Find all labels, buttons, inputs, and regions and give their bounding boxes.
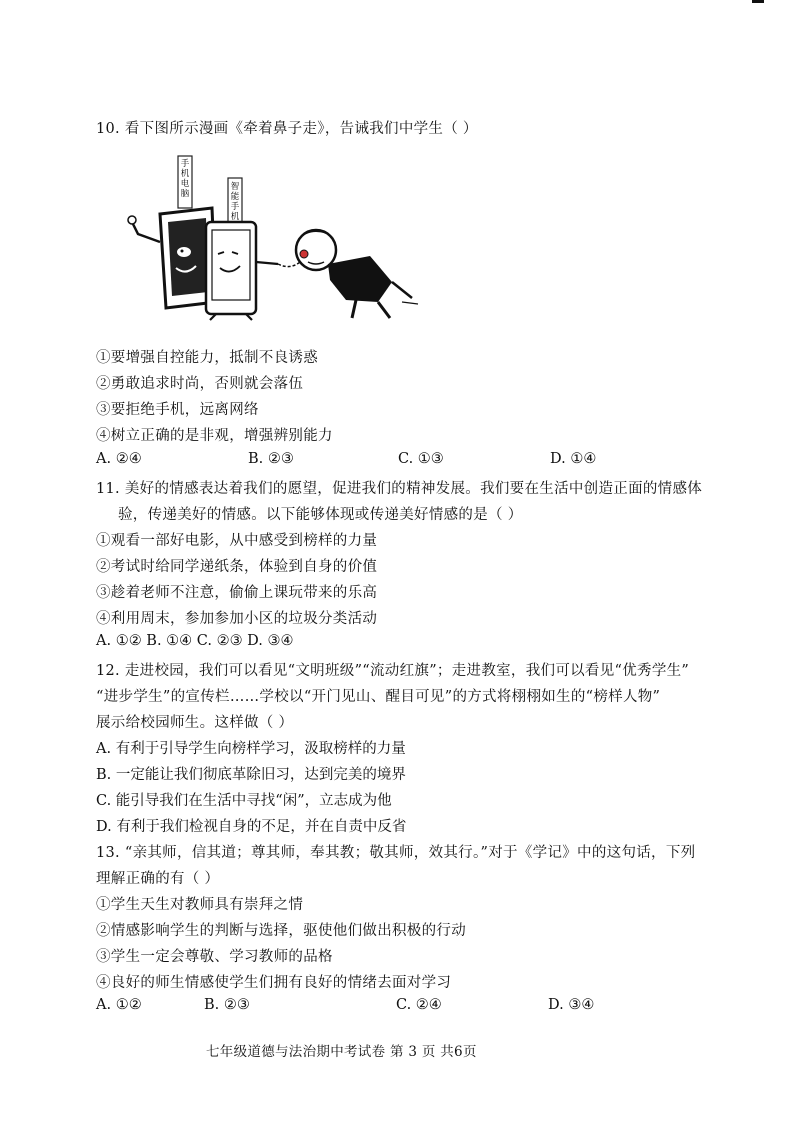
q11-item-1: ①观看一部好电影，从中感受到榜样的力量 [96, 533, 378, 549]
cartoon-label-right-2: 能 [230, 192, 240, 202]
q10-stem: 10. 看下图所示漫画《牵着鼻子走》，告诫我们中学生（ ） [96, 121, 478, 137]
q12-choice-d[interactable]: D. 有利于我们检视自身的不足，并在自责中反省 [96, 819, 407, 835]
q12-choice-c[interactable]: C. 能引导我们在生活中寻找“闲”，立志成为他 [96, 793, 392, 809]
q10-item-3: ③要拒绝手机，远离网络 [96, 402, 259, 418]
q13-item-4: ④良好的师生情感使学生们拥有良好的情绪去面对学习 [96, 975, 452, 991]
cartoon-label-right-3: 手 [230, 202, 240, 212]
q13-stem-line-1: 13. “亲其师，信其道；尊其师，奉其教；敬其师，效其行。”对于《学记》中的这句话，下列 [96, 845, 696, 861]
q10-item-4: ④树立正确的是非观，增强辨别能力 [96, 428, 333, 444]
cartoon-label-left-4: 脑 [180, 189, 190, 199]
q13-stem-line-2: 理解正确的有（ ） [96, 871, 220, 887]
q10-item-2: ②勇敢追求时尚，否则就会落伍 [96, 376, 304, 392]
q13-item-2: ②情感影响学生的判断与选择，驱使他们做出积极的行动 [96, 923, 466, 939]
cartoon-label-right-1: 智 [230, 182, 240, 192]
cartoon-label-right-4: 机 [230, 212, 240, 222]
q11-stem-line-2: 验，传递美好的情感。以下能够体现或传递美好情感的是（ ） [118, 507, 523, 523]
q11-options[interactable]: A. ①② B. ①④ C. ②③ D. ③④ [96, 633, 294, 649]
scan-corner-mark [752, 0, 764, 3]
q10-option-a[interactable]: A. ②④ [96, 451, 142, 467]
cartoon-label-left-3: 电 [180, 179, 190, 189]
q13-item-3: ③学生一定会尊敬、学习教师的品格 [96, 949, 333, 965]
q11-item-2: ②考试时给同学递纸条，体验到自身的价值 [96, 559, 378, 575]
q10-item-1: ①要增强自控能力，抵制不良诱惑 [96, 350, 318, 366]
q12-stem-line-3: 展示给校园师生。这样做（ ） [96, 715, 294, 731]
q13-option-b[interactable]: B. ②③ [204, 997, 250, 1013]
cartoon-label-left-1: 手 [180, 159, 190, 169]
q11-item-3: ③趁着老师不注意，偷偷上课玩带来的乐高 [96, 585, 378, 601]
q10-option-d[interactable]: D. ①④ [550, 451, 597, 467]
q13-option-c[interactable]: C. ②④ [396, 997, 442, 1013]
q11-item-4: ④利用周末，参加参加小区的垃圾分类活动 [96, 611, 378, 627]
q12-stem-line-2: “进步学生”的宣传栏……学校以“开门见山、醒目可见”的方式将栩栩如生的“榜样人物” [96, 689, 661, 705]
page-footer: 七年级道德与法治期中考试卷 第 3 页 共6页 [206, 1044, 477, 1060]
q12-choice-a[interactable]: A. 有利于引导学生向榜样学习，汲取榜样的力量 [96, 741, 406, 757]
q13-option-d[interactable]: D. ③④ [548, 997, 595, 1013]
q12-choice-b[interactable]: B. 一定能让我们彻底革除旧习，达到完美的境界 [96, 767, 406, 783]
cartoon-led-by-the-nose [120, 152, 420, 322]
cartoon-label-left-2: 机 [180, 169, 190, 179]
q13-option-a[interactable]: A. ①② [96, 997, 142, 1013]
q12-stem-line-1: 12. 走进校园，我们可以看见“文明班级”“流动红旗”；走进教室，我们可以看见“优秀学生” [96, 663, 690, 679]
q11-stem-line-1: 11. 美好的情感表达着我们的愿望，促进我们的精神发展。我们要在生活中创造正面的情感体 [96, 481, 703, 497]
q10-option-b[interactable]: B. ②③ [248, 451, 294, 467]
q13-item-1: ①学生天生对教师具有崇拜之情 [96, 897, 304, 913]
q10-option-c[interactable]: C. ①③ [398, 451, 444, 467]
